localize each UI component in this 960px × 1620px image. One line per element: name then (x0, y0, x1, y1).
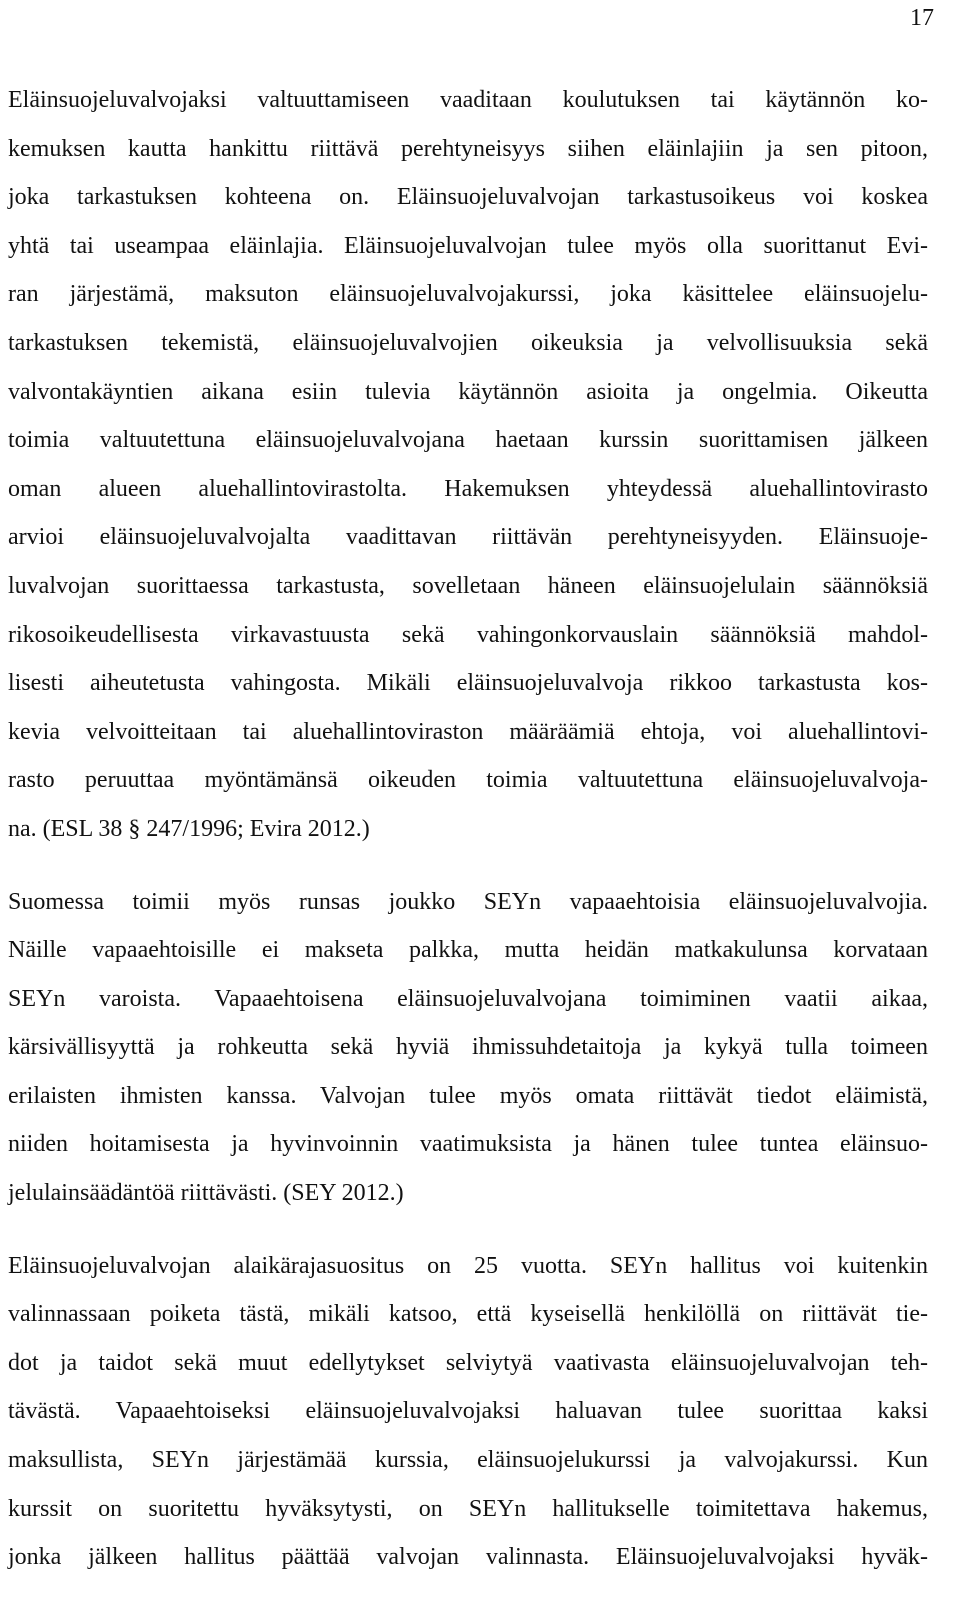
text-line: luvalvojan suorittaessa tarkastusta, sovelletaan häneen eläinsuojelulain säännöksiä (8, 572, 928, 599)
paragraph (8, 878, 928, 1218)
text-line: rikosoikeudellisesta virkavastuusta sekä vahingonkorvauslain säännöksiä mahdol- (8, 621, 928, 648)
text-line: Eläinsuojeluvalvojan alaikärajasuositus on 25 vuotta. SEYn hallitus voi kuitenkin (8, 1252, 928, 1279)
text-line: oman alueen aluehallintovirastolta. Hakemuksen yhteydessä aluehallintovirasto (8, 475, 928, 502)
text-line: valinnassaan poiketa tästä, mikäli katsoo, että kyseisellä henkilöllä on riittävät tie- (8, 1301, 928, 1328)
text-line: erilaisten ihmisten kanssa. Valvojan tulee myös omata riittävät tiedot eläimistä, (8, 1082, 928, 1109)
page-body (8, 76, 928, 1582)
text-line: tarkastuksen tekemistä, eläinsuojeluvalvojien oikeuksia ja velvollisuuksia sekä (8, 329, 928, 356)
text-line: yhtä tai useampaa eläinlajia. Eläinsuojeluvalvojan tulee myös olla suorittanut Evi- (8, 232, 928, 259)
text-line: na. (ESL 38 § 247/1996; Evira 2012.) (8, 815, 370, 842)
text-line: valvontakäyntien aikana esiin tulevia käytännön asioita ja ongelmia. Oikeutta (8, 378, 928, 405)
text-line: arvioi eläinsuojeluvalvojalta vaadittavan riittävän perehtyneisyyden. Eläinsuoje- (8, 524, 928, 551)
text-line: Suomessa toimii myös runsas joukko SEYn vapaaehtoisia eläinsuojeluvalvojia. (8, 888, 928, 915)
text-line: ran järjestämä, maksuton eläinsuojeluvalvojakurssi, joka käsittelee eläinsuojelu- (8, 281, 928, 308)
text-line: kärsivällisyyttä ja rohkeutta sekä hyviä ihmissuhdetaitoja ja kykyä tulla toimeen (8, 1034, 928, 1061)
text-line: kemuksen kautta hankittu riittävä perehtyneisyys siihen eläinlajiin ja sen pitoon, (8, 135, 928, 162)
text-line: dot ja taidot sekä muut edellytykset selviytyä vaativasta eläinsuojeluvalvojan teh- (8, 1349, 928, 1376)
text-line: Näille vapaaehtoisille ei makseta palkka, mutta heidän matkakulunsa korvataan (8, 937, 928, 964)
text-line: tävästä. Vapaaehtoiseksi eläinsuojeluvalvojaksi haluavan tulee suorittaa kaksi (8, 1398, 928, 1425)
text-line: kurssit on suoritettu hyväksytysti, on SEYn hallitukselle toimitettava hakemus, (8, 1495, 928, 1522)
text-line: SEYn varoista. Vapaaehtoisena eläinsuojeluvalvojana toimiminen vaatii aikaa, (8, 985, 928, 1012)
text-line: maksullista, SEYn järjestämää kurssia, eläinsuojelukurssi ja valvojakurssi. Kun (8, 1447, 928, 1474)
text-line: lisesti aiheutetusta vahingosta. Mikäli eläinsuojeluvalvoja rikkoo tarkastusta kos- (8, 670, 928, 697)
text-line: joka tarkastuksen kohteena on. Eläinsuojeluvalvojan tarkastusoikeus voi koskea (8, 184, 928, 211)
paragraph (8, 1242, 928, 1582)
text-line: Eläinsuojeluvalvojaksi valtuuttamiseen vaaditaan koulutuksen tai käytännön ko- (8, 87, 928, 113)
page-number: 17 (910, 5, 934, 31)
text-line: rasto peruuttaa myöntämänsä oikeuden toimia valtuutettuna eläinsuojeluvalvoja- (8, 767, 928, 794)
paragraph (8, 76, 928, 854)
text-line: niiden hoitamisesta ja hyvinvoinnin vaatimuksista ja hänen tulee tuntea eläinsuo- (8, 1131, 928, 1158)
text-line: jonka jälkeen hallitus päättää valvojan valinnasta. Eläinsuojeluvalvojaksi hyväk- (8, 1544, 928, 1571)
text-line: kevia velvoitteitaan tai aluehallintoviraston määräämiä ehtoja, voi aluehallintovi- (8, 718, 928, 745)
text-line: jelulainsäädäntöä riittävästi. (SEY 2012.) (8, 1180, 404, 1207)
text-line: toimia valtuutettuna eläinsuojeluvalvojana haetaan kurssin suorittamisen jälkeen (8, 427, 928, 454)
